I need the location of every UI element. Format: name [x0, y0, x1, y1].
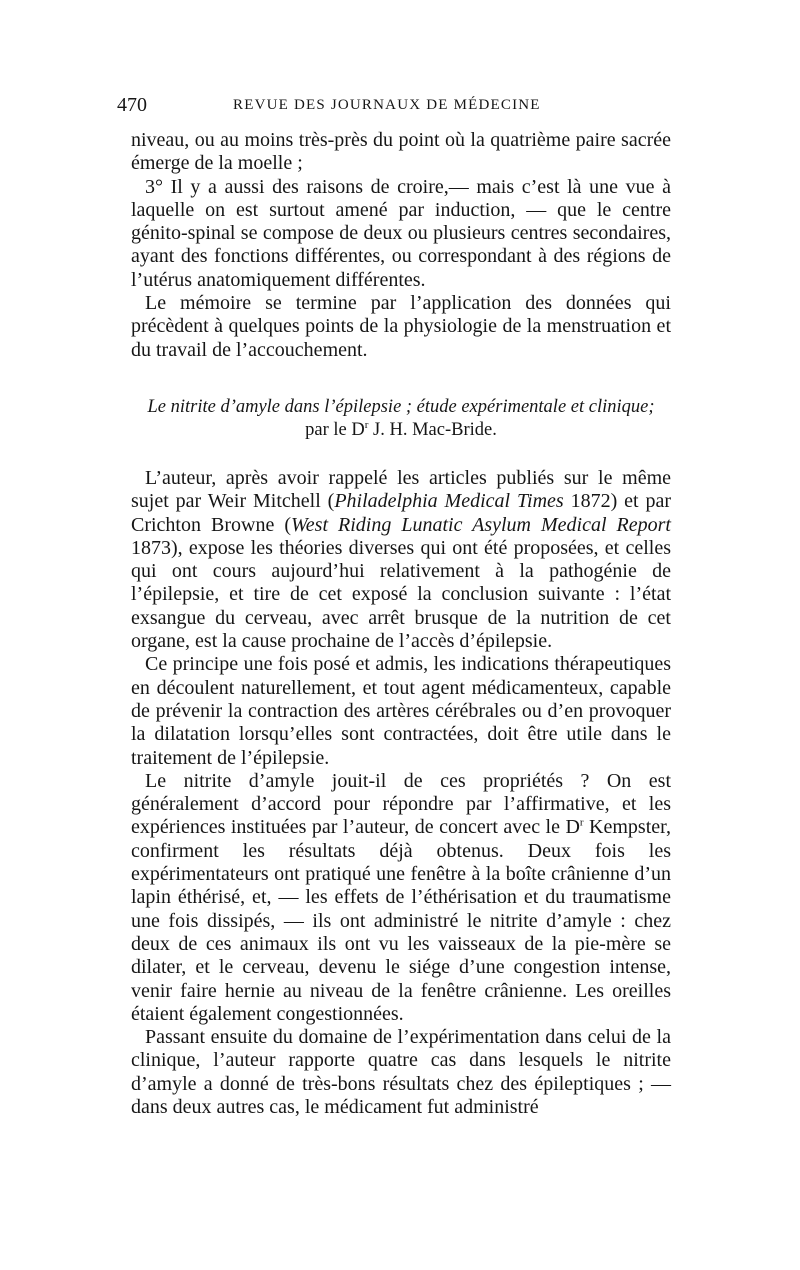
page-header — [117, 94, 671, 120]
journal-title: Philadelphia Medical Times — [334, 490, 564, 513]
article-byline: par le $D^r$ J. H. Mac-Bride. — [305, 419, 497, 441]
paragraph: Passant ensuite du domaine de l’expérimentation dans celui de la clinique, l’auteur rapporte quatre cas dans lesquels le nitrite d’amyle a donné de très-bons résultats chez des épileptiques ; — dans deux autres cas, le médicament fut administré — [131, 1026, 671, 1118]
page-number: 470 — [117, 94, 147, 116]
article-title — [131, 396, 671, 443]
paragraph: niveau, ou au moins très-près du point où la quatrième paire sacrée émerge de la moelle ; — [131, 129, 671, 175]
paragraph: Le nitrite d’amyle jouit-il de ces propriétés ? On est généralement d’accord pour répondre par l’affirmative, et les expériences instituées par l’auteur, de concert avec le $D^r$ Kempster, confirment les résultats déjà obtenus. Deux fois les expérimentateurs ont pratiqué une fenêtre à la boîte crânienne d’un lapin éthérisé, et, — les effets de l’éthérisation et du traumatisme une fois dissipés, — ils ont administré le nitrite d’amyle : chez deux de ces animaux ils ont vu les vaisseaux de la pie-mère se dilater, et le cerveau, devenu le siége d’une congestion intense, venir faire hernie au niveau de la fenêtre crânienne. Les oreilles étaient également congestionnées. — [131, 769, 672, 1025]
journal-title: West Riding Lunatic Asylum Medical Report — [290, 513, 671, 536]
paragraph: Ce principe une fois posé et admis, les indications thérapeutiques en découlent naturellement, et tout agent médicamenteux, capable de prévenir la contraction des artères cérébrales ou d’en provoquer la dilatation lorsqu’elles sont contractées, doit être utile dans le traitement de l’épilepsie. — [131, 653, 671, 769]
article-title-text: Le nitrite d’amyle dans l’épilepsie ; étude expérimentale et clinique; — [147, 396, 655, 417]
paragraph: Le mémoire se termine par l’application des données qui précèdent à quelques points de la physiologie de la menstruation et du travail de l’accouchement. — [131, 292, 671, 361]
body-text — [131, 129, 671, 1119]
running-title: REVUE DES JOURNAUX DE MÉDECINE — [233, 97, 541, 113]
paragraph: 3° Il y a aussi des raisons de croire,— mais c’est là une vue à laquelle on est surtout amené par induction, — que le centre génito-spinal se compose de deux ou plusieurs centres secondaires, ayant des fonctions différentes, ou correspondant à des régions de l’utérus anatomiquement différentes. — [131, 175, 671, 291]
paragraph: L’auteur, après avoir rappelé les articles publiés sur le même sujet par Weir Mitchell (Philadelphia Medical Times 1872) et par Crichton Browne (West Riding Lunatic Asylum Medical Report 1873), expose les théories diverses qui ont été proposées, et celles qui ont cours aujourd’hui relativement à la pathogénie de l’épilepsie, et tire de cet exposé la conclusion suivante : l’état exsangue du cerveau, avec arrêt brusque de la nutrition de cet organe, est la cause prochaine de l’accès d’épilepsie. — [131, 466, 671, 653]
